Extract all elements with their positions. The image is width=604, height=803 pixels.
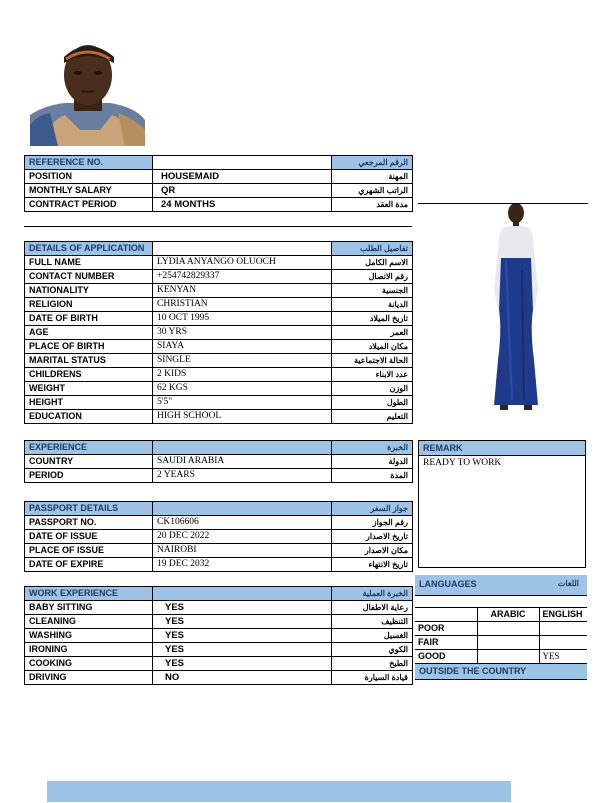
table-row xyxy=(25,198,413,212)
reference-header-row xyxy=(25,156,413,170)
table-row: DATE OF BIRTH 10 OCT 1995 تاريخ الميلاد xyxy=(25,312,413,326)
portrait-photo xyxy=(30,35,145,146)
table-row: PLACE OF ISSUE NAIROBI مكان الاصدار xyxy=(25,544,413,558)
cooking-value: YES xyxy=(153,657,332,671)
footer-bar xyxy=(47,781,511,802)
table-row: WASHING YES الغسيل xyxy=(25,629,413,643)
english-good-value: YES xyxy=(542,651,560,661)
contract-arabic: مدة العقد xyxy=(332,198,413,212)
arabic-column-header: ARABIC xyxy=(477,608,539,622)
issue-place-value: NAIROBI xyxy=(153,544,332,558)
reference-table xyxy=(24,155,413,212)
experience-table xyxy=(24,440,413,483)
children-value: 2 KIDS xyxy=(153,368,332,382)
table-row: DATE OF ISSUE 20 DEC 2022 تاريخ الاصدار xyxy=(25,530,413,544)
table-row: RELIGION CHRISTIAN الديانة xyxy=(25,298,413,312)
english-column-header: ENGLISH xyxy=(542,609,583,619)
contract-value: 24 MONTHS xyxy=(153,198,332,212)
application-header-arabic: تفاصيل الطلب xyxy=(332,242,413,256)
table-row: WEIGHT 62 KGS الوزن xyxy=(25,382,413,396)
passport-number-value: CK106606 xyxy=(153,516,332,530)
ironing-value: YES xyxy=(153,643,332,657)
table-row: IRONING YES الكوي xyxy=(25,643,413,657)
religion-value: CHRISTIAN xyxy=(153,298,332,312)
table-row: GOOD YES xyxy=(415,650,587,664)
table-row: FAIR xyxy=(415,636,587,650)
contract-label: CONTRACT PERIOD xyxy=(25,198,153,212)
table-row: DATE OF EXPIRE 19 DEC 2032 تاريخ الانتهاء xyxy=(25,558,413,572)
age-value: 30 YRS xyxy=(153,326,332,340)
table-row: MARITAL STATUS SINGLE الحالة الاجتماعية xyxy=(25,354,413,368)
passport-table xyxy=(24,501,413,572)
table-row: POOR xyxy=(415,622,587,636)
table-row xyxy=(25,170,413,184)
salary-value: QR xyxy=(153,184,332,198)
languages-table xyxy=(415,607,587,664)
table-row: BABY SITTING YES رعاية الاطفال xyxy=(25,601,413,615)
position-value: HOUSEMAID xyxy=(153,170,332,184)
application-table xyxy=(24,241,413,424)
reference-header-arabic: الرقم المرجعي xyxy=(332,156,413,170)
weight-value: 62 KGS xyxy=(153,382,332,396)
table-row: PLACE OF BIRTH SIAYA مكان الميلاد xyxy=(25,340,413,354)
washing-value: YES xyxy=(153,629,332,643)
languages-title: LANGUAGES xyxy=(419,579,477,589)
languages-box xyxy=(415,575,587,687)
education-value: HIGH SCHOOL xyxy=(153,410,332,424)
experience-header-row: EXPERIENCE الخبرة xyxy=(25,441,413,455)
application-header-row xyxy=(25,242,413,256)
remark-box xyxy=(418,440,586,568)
remark-title: REMARK xyxy=(419,441,585,456)
table-row: NATIONALITY KENYAN الجنسية xyxy=(25,284,413,298)
expiry-date-value: 19 DEC 2032 xyxy=(153,558,332,572)
cleaning-value: YES xyxy=(153,615,332,629)
full-name-value: LYDIA ANYANGO OLUOCH xyxy=(153,256,332,270)
application-header-label: DETAILS OF APPLICATION xyxy=(25,242,153,256)
table-row: CLEANING YES التنظيف xyxy=(25,615,413,629)
table-row: COUNTRY SAUDI ARABIA الدولة xyxy=(25,455,413,469)
remark-text: READY TO WORK xyxy=(423,458,502,468)
passport-header-row: PASSPORT DETAILS جواز السفر xyxy=(25,502,413,516)
table-row: HEIGHT 5'5" الطول xyxy=(25,396,413,410)
table-row: PERIOD 2 YEARS المدة xyxy=(25,469,413,483)
languages-header xyxy=(415,575,587,596)
table-row: AGE 30 YRS العمر xyxy=(25,326,413,340)
height-value: 5'5" xyxy=(153,396,332,410)
nationality-value: KENYAN xyxy=(153,284,332,298)
experience-country-value: SAUDI ARABIA xyxy=(153,455,332,469)
table-row: EDUCATION HIGH SCHOOL التعليم xyxy=(25,410,413,424)
position-arabic: المهنة xyxy=(332,170,413,184)
table-row xyxy=(25,184,413,198)
table-row: CHILDRENS 2 KIDS عدد الابناء xyxy=(25,368,413,382)
outside-country-row: OUTSIDE THE COUNTRY xyxy=(415,664,587,680)
languages-arabic: اللغات xyxy=(557,579,579,588)
table-row: FULL NAME LYDIA ANYANGO OLUOCH الاسم الكامل xyxy=(25,256,413,270)
dob-value: 10 OCT 1995 xyxy=(153,312,332,326)
work-experience-table xyxy=(24,586,413,685)
issue-date-value: 20 DEC 2022 xyxy=(153,530,332,544)
position-label: POSITION xyxy=(25,170,153,184)
table-row: PASSPORT NO. CK106606 رقم الجواز xyxy=(25,516,413,530)
work-header-row: WORK EXPERIENCE الخبرة العملية xyxy=(25,587,413,601)
full-body-photo xyxy=(486,200,546,415)
salary-label: MONTHLY SALARY xyxy=(25,184,153,198)
marital-status-value: SINGLE xyxy=(153,354,332,368)
table-row: CONTACT NUMBER +254742829337 رقم الاتصال xyxy=(25,270,413,284)
divider-line xyxy=(24,226,412,227)
table-row: DRIVING NO قيادة السيارة xyxy=(25,671,413,685)
reference-header-label: REFERENCE NO. xyxy=(25,156,153,170)
baby-sitting-value: YES xyxy=(153,601,332,615)
divider-line xyxy=(418,203,588,204)
table-row: COOKING YES الطبخ xyxy=(25,657,413,671)
birthplace-value: SIAYA xyxy=(153,340,332,354)
driving-value: NO xyxy=(153,671,332,685)
contact-number-value: +254742829337 xyxy=(153,270,332,284)
salary-arabic: الراتب الشهري xyxy=(332,184,413,198)
experience-period-value: 2 YEARS xyxy=(153,469,332,483)
